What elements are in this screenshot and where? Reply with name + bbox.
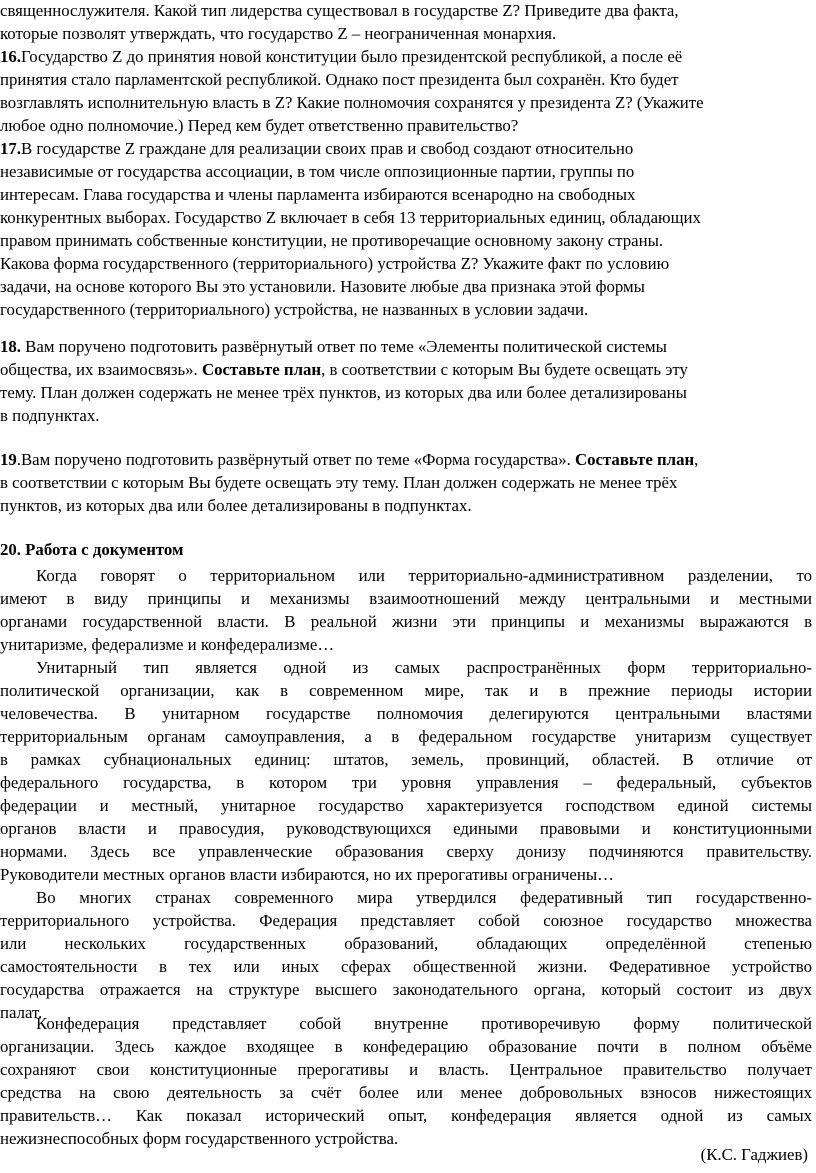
text-line: самостоятельности в тех или иных сферах общественной жизни. Федеративное устройство [0, 957, 812, 976]
question-number: 19 [0, 450, 17, 469]
text-line: нежизнеспособных форм государственного устройства. [0, 1129, 399, 1148]
text-line: независимые от государства ассоциации, в том числе оппозиционные партии, группы по [0, 162, 635, 181]
question-number: 17. [0, 139, 21, 158]
question-20-heading [0, 539, 816, 562]
emphasis-text: Составьте план [201, 360, 322, 379]
question-number: 16. [0, 47, 21, 66]
question-text: , [694, 450, 699, 469]
text-line: Конфедерация представляет собой внутренне противоречивую форму политической [36, 1014, 812, 1033]
text-line: интересам. Глава государства и члены парламента избираются всенародно на свободных [0, 185, 636, 204]
text-line: организации. Здесь каждое входящее в конфедерацию образование почти в полном объёме [0, 1037, 812, 1056]
question-number: 18. [0, 337, 21, 356]
text-line: в рамках субнациональных единиц: штатов, земель, провинций, областей. В отличие от [0, 750, 812, 769]
text-line: политической организации, как в современном мире, так и в прежние периоды истории [0, 681, 812, 700]
text-line: правительств… Как показал исторический опыт, конфедерация является одной из самых [0, 1106, 812, 1125]
text-line: человечества. В унитарном государстве полномочия делегируются центральными властями [0, 704, 812, 723]
text-line [0, 359, 688, 382]
text-line: палат. [0, 1003, 43, 1022]
text-line: унитаризме, федерализме и конфедерализме… [0, 635, 335, 654]
text-line: правом принимать собственные конституции, не противоречащие основному закону страны. [0, 231, 664, 250]
question-text: общества, их взаимосвязь». [0, 360, 202, 379]
text-line: пунктов, из которых два или более детализированы в подпунктах. [0, 496, 472, 515]
question-text: В государстве Z граждане для реализации своих прав и свобод создают относительно [20, 139, 634, 158]
text-line: любое одно полномочие.) Перед кем будет ответственно правительство? [0, 116, 519, 135]
section-heading: 20. Работа с документом [0, 540, 184, 559]
text-line: территориальным органам самоуправления, а в федеральном государстве унитаризм существует [0, 727, 812, 746]
text-line: федерации и местный, унитарное государство характеризуется господством единой системы [0, 796, 812, 815]
emphasis-text: Составьте план [575, 450, 695, 469]
text-line: Во многих странах современного мира утвердился федеративный тип государственно- [36, 888, 812, 907]
text-line [0, 46, 682, 69]
question-text: Государство Z до принятия новой конституции было президентской республикой, а после её [20, 47, 683, 66]
text-line: задачи, на основе которого Вы это установили. Назовите любые два признака этой формы [0, 277, 645, 296]
question-text: .Вам поручено подготовить развёрнутый ответ по теме «Форма государства». [16, 450, 576, 469]
text-line: нормами. Здесь все управленческие образования сверху донизу подчиняются правительству. [0, 842, 812, 861]
text-line: Унитарный тип является одной из самых распространённых форм территориально- [36, 658, 812, 677]
text-line: имеют в виду принципы и механизмы взаимоотношений между центральными и местными [0, 589, 812, 608]
text-line: тему. План должен содержать не менее трёх пунктов, из которых два или более детализированы [0, 383, 687, 402]
text-line: органами государственной власти. В реальной жизни эти принципы и механизмы выражаются в [0, 612, 812, 631]
question-text: Вам поручено подготовить развёрнутый ответ по теме «Элементы политической системы [20, 337, 667, 356]
text-line: возглавлять исполнительную власть в Z? Какие полномочия сохранятся у президента Z? (Укажите [0, 93, 704, 112]
text-line: Какова форма государственного (территориального) устройства Z? Укажите факт по условию [0, 254, 670, 273]
text-line: в соответствии с которым Вы будете освещать эту тему. План должен содержать не менее трёх [0, 473, 678, 492]
text-line: конкурентных выборах. Государство Z включает в себя 13 территориальных единиц, обладающих [0, 208, 701, 227]
text-line: территориального устройства. Федерация представляет собой союзное государство множества [0, 911, 812, 930]
text-line: Руководители местных органов власти избираются, но их прерогативы ограничены… [0, 865, 614, 884]
text-line [0, 449, 698, 472]
text-line: федерального государства, в котором три уровня управления – федеральный, субъектов [0, 773, 812, 792]
text-line: государства отражается на структуре высшего законодательного органа, который состоит из двух [0, 980, 812, 999]
text-line: принятия стало парламентской республикой. Однако пост президента был сохранён. Кто будет [0, 70, 679, 89]
text-line: которые позволят утверждать, что государство Z – неограниченная монархия. [0, 24, 557, 43]
text-line: сохраняют свои конституционные прерогативы и власть. Центральное правительство получает [0, 1060, 812, 1079]
text-line: священнослужителя. Какой тип лидерства существовал в государстве Z? Приведите два факта, [0, 1, 679, 20]
text-line: органов власти и правосудия, руководствующихся едиными правовыми и конституционными [0, 819, 812, 838]
text-line [0, 336, 667, 359]
text-line: в подпунктах. [0, 406, 100, 425]
text-line: или нескольких государственных образований, обладающих определённой степенью [0, 934, 812, 953]
question-text: , в соответствии с которым Вы будете освещать эту [321, 360, 688, 379]
text-line: государственного (территориального) устройства, не названных в условии задачи. [0, 300, 589, 319]
text-line: Когда говорят о территориальном или территориально-административном разделении, то [36, 566, 812, 585]
source-attribution: (К.С. Гаджиев) [700, 1145, 808, 1164]
text-line: средства на свою деятельность за счёт более или менее добровольных взносов нижестоящих [0, 1083, 812, 1102]
text-line [0, 138, 633, 161]
